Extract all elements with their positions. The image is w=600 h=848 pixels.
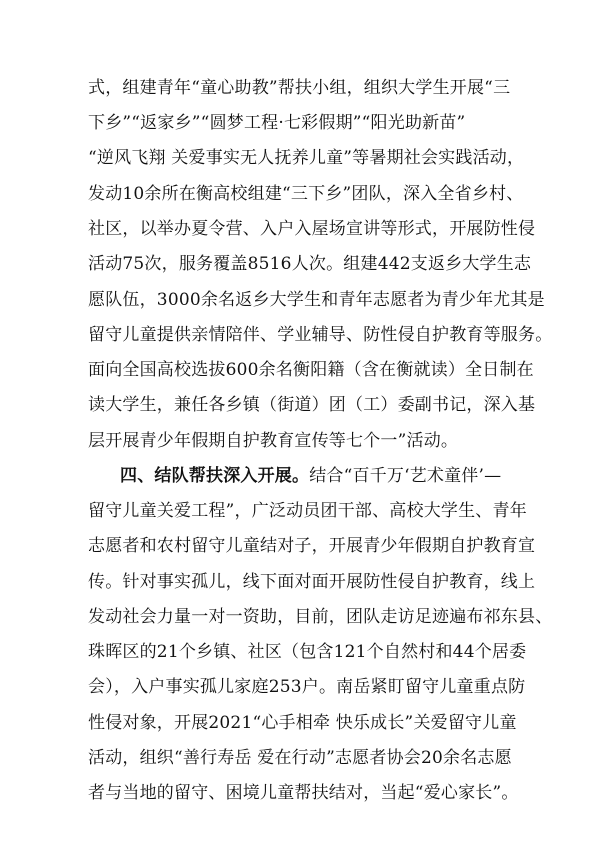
body-text-line: 珠晖区的21个乡镇、社区（包含121个自然村和44个居委 xyxy=(88,642,527,662)
body-text-line: 愿队伍，3000余名返乡大学生和青年志愿者为青少年尤其是 xyxy=(88,290,545,310)
body-text-line: 下乡”“返家乡”“圆梦工程·七彩假期”“阳光助新苗” xyxy=(88,113,466,133)
section-4-first-line xyxy=(120,466,518,486)
section-4-heading: 四、结队帮扶深入开展。 xyxy=(120,466,310,486)
body-text-line: 面向全国高校选拔600余名衡阳籍（含在衡就读）全日制在 xyxy=(88,360,534,380)
body-text-line: 层开展青少年假期自护教育宣传等七个一”活动。 xyxy=(88,431,459,451)
body-text-line: 社区，以举办夏令营、入户入屋场宣讲等形式，开展防性侵 xyxy=(88,219,536,239)
body-text-line: 活动，组织“善行寿岳 爱在行动”志愿者协会20余名志愿 xyxy=(88,748,512,768)
body-text-line: 留守儿童关爱工程”，广泛动员团干部、高校大学生、青年 xyxy=(88,501,527,521)
body-text-line: “逆风飞翔 关爱事实无人抚养儿童”等暑期社会实践活动， xyxy=(88,148,525,168)
body-text-line: 传。针对事实孤儿，线下面对面开展防性侵自护教育，线上 xyxy=(88,572,536,592)
body-text-line: 会），入户事实孤儿家庭253户。南岳紧盯留守儿童重点防 xyxy=(88,677,526,697)
body-text-line: 发动10余所在衡高校组建“三下乡”团队，深入全省乡村、 xyxy=(88,184,524,204)
body-text-line: 志愿者和农村留守儿童结对子，开展青少年假期自护教育宣 xyxy=(88,536,536,556)
body-text-line: 读大学生，兼任各乡镇（街道）团（工）委副书记，深入基 xyxy=(88,395,536,415)
body-text-line: 发动社会力量一对一资助，目前，团队走访足迹遍布祁东县、 xyxy=(88,607,553,627)
body-text-line: 活动75次，服务覆盖8516人次。组建442支返乡大学生志 xyxy=(88,254,532,274)
body-text-line: 式，组建青年“童心助教”帮扶小组，组织大学生开展“三 xyxy=(88,78,511,98)
section-4-intro-text: 结合“百千万‘艺术童伴’— xyxy=(309,466,502,486)
body-text-line: 留守儿童提供亲情陪伴、学业辅导、防性侵自护教育等服务。 xyxy=(88,325,553,345)
body-text-line: 者与当地的留守、困境儿童帮扶结对，当起“爱心家长”。 xyxy=(88,783,519,803)
body-text-line: 性侵对象，开展2021“心手相牵 快乐成长”关爱留守儿童 xyxy=(88,713,517,733)
